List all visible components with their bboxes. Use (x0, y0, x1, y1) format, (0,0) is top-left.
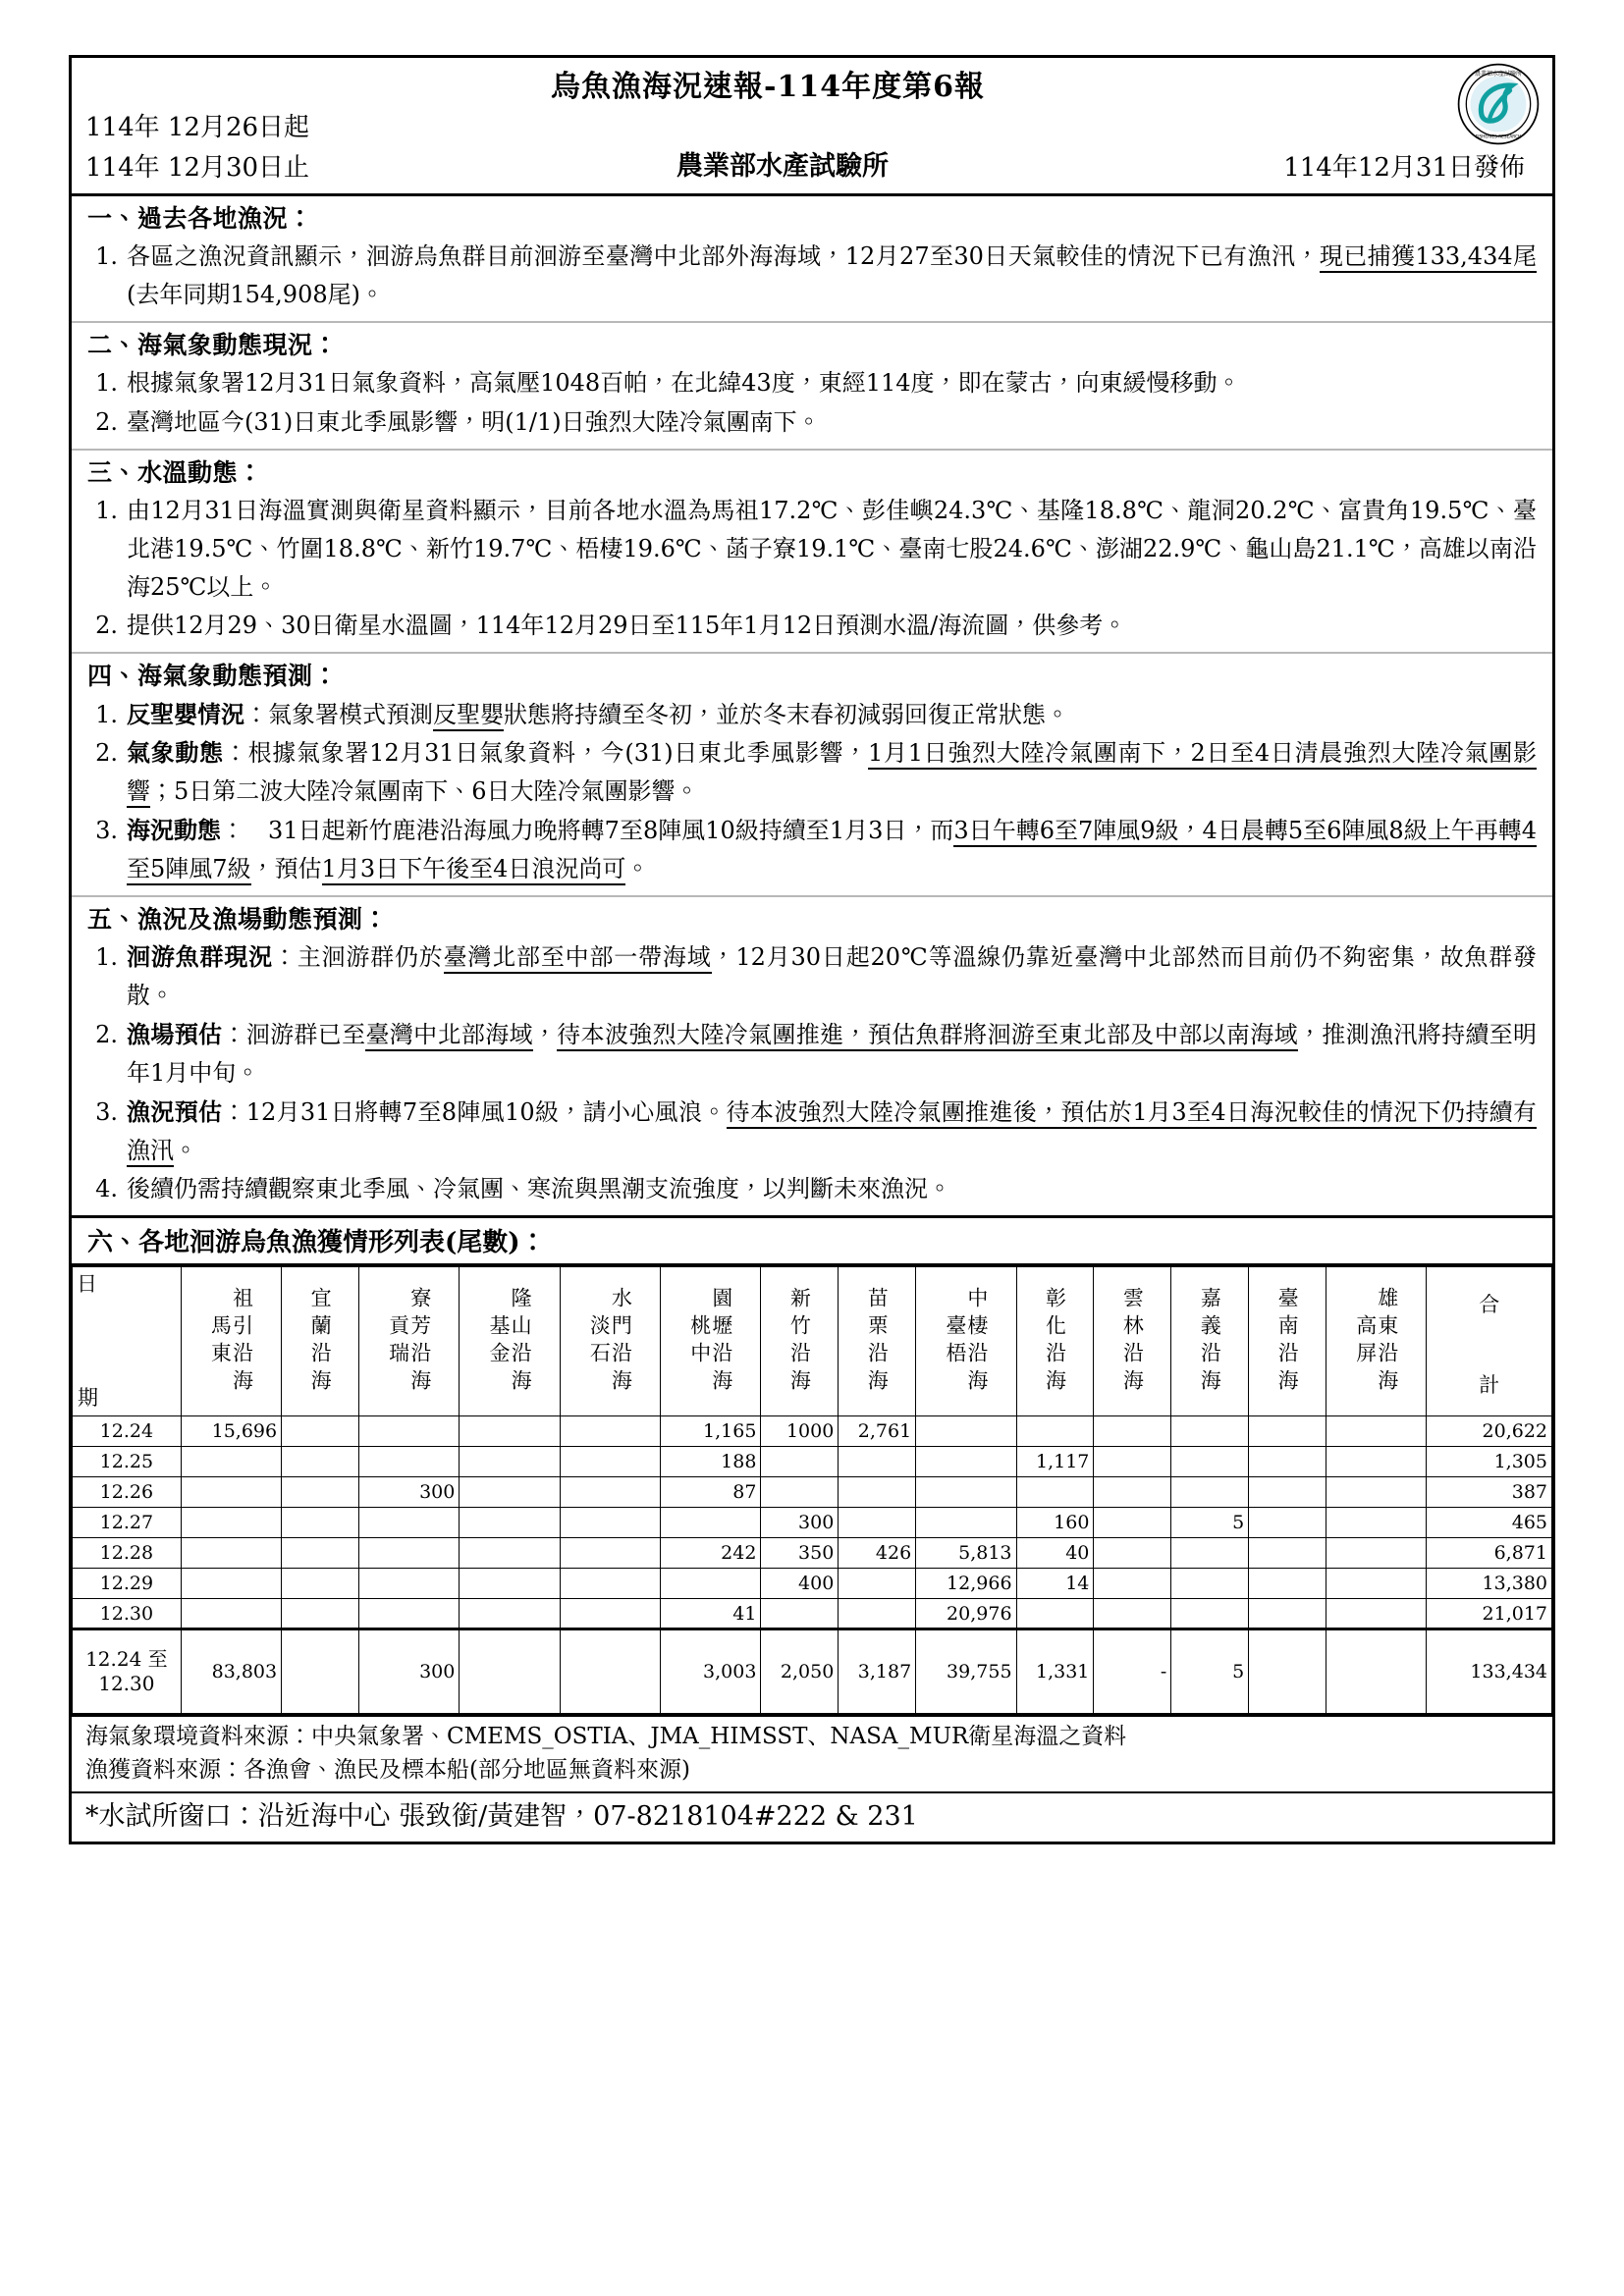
item-number: 1. (95, 368, 118, 397)
catch-cell (358, 1508, 459, 1538)
catch-cell (1171, 1569, 1249, 1599)
catch-cell (460, 1538, 560, 1569)
catch-cell (1326, 1569, 1427, 1599)
catch-cell: 40 (1016, 1538, 1094, 1569)
issue-date: 114年12月31日發佈 (1283, 152, 1525, 183)
catch-cell (1249, 1569, 1326, 1599)
catch-cell (560, 1416, 660, 1447)
catch-cell: 1,117 (1016, 1447, 1094, 1477)
catch-cell: 300 (761, 1508, 839, 1538)
summary-cell: 83,803 (181, 1629, 281, 1714)
catch-cell (1249, 1538, 1326, 1569)
catch-cell: 350 (761, 1538, 839, 1569)
summary-cell: - (1094, 1629, 1171, 1714)
catch-table-header-row (73, 1267, 1552, 1416)
catch-cell (1249, 1477, 1326, 1508)
section-title: 四、海氣象動態預測： (87, 662, 339, 691)
catch-cell: 15,696 (181, 1416, 281, 1447)
catch-cell: 188 (661, 1447, 761, 1477)
catch-cell (460, 1569, 560, 1599)
item-number: 3. (95, 1097, 118, 1126)
section-item (87, 1170, 1537, 1208)
catch-cell (1094, 1599, 1171, 1629)
catch-cell (839, 1599, 916, 1629)
catch-cell: 1,165 (661, 1416, 761, 1447)
table-row (73, 1477, 1552, 1508)
catch-cell: 1000 (761, 1416, 839, 1447)
summary-cell (460, 1629, 560, 1714)
row-date: 12.30 (73, 1599, 182, 1629)
catch-cell: 12,966 (916, 1569, 1016, 1599)
catch-cell: 14 (1016, 1569, 1094, 1599)
item-text: 海況動態： 31日起新竹鹿港沿海風力晚將轉7至8陣風10級持續至1月3日，而3日午轉6至7陣風9級，4日晨轉5至6陣風8級上午再轉4至5陣風7級，預估1月3日下午後至4日浪況尚可。 (127, 812, 1537, 888)
row-total: 387 (1427, 1477, 1552, 1508)
item-text: 各區之漁況資訊顯示，洄游烏魚群目前洄游至臺灣中北部外海海域，12月27至30日天氣較佳的情況下已有漁汛，現已捕獲133,434尾(去年同期154,908尾)。 (127, 241, 1537, 308)
fisheries-research-institute-seal-icon (1456, 62, 1541, 146)
row-total: 13,380 (1427, 1569, 1552, 1599)
item-text: 洄游魚群現況：主洄游群仍於臺灣北部至中部一帶海域，12月30日起20℃等溫線仍靠近臺灣中北部然而目前仍不夠密集，故魚群發散。 (127, 942, 1538, 1009)
catch-cell (560, 1569, 660, 1599)
catch-cell (916, 1508, 1016, 1538)
summary-cell: 3,187 (839, 1629, 916, 1714)
table-row (73, 1569, 1552, 1599)
column-header-10: 彰化沿海 (1016, 1267, 1094, 1416)
item-number: 1. (95, 241, 118, 270)
summary-date-range: 12.24 至 12.30 (73, 1629, 182, 1714)
summary-cell (1249, 1629, 1326, 1714)
catch-cell: 20,976 (916, 1599, 1016, 1629)
catch-cell: 5,813 (916, 1538, 1016, 1569)
catch-cell (1016, 1599, 1094, 1629)
report-frame (69, 55, 1555, 1844)
item-number: 3. (95, 817, 118, 845)
section-title: 二、海氣象動態現況： (87, 330, 339, 359)
section-item (87, 734, 1537, 811)
summary-cell (1326, 1629, 1427, 1714)
column-header-1: 馬東 祖引沿海 (181, 1267, 281, 1416)
summary-cell: 300 (358, 1629, 459, 1714)
page-title: 烏魚漁海況速報-114年度第6報 (551, 70, 985, 104)
catch-cell (1326, 1477, 1427, 1508)
row-total: 465 (1427, 1508, 1552, 1538)
item-text: 根據氣象署12月31日氣象資料，高氣壓1048百帕，在北緯43度，東經114度，即在蒙古，向東緩慢移動。 (127, 368, 1241, 397)
catch-cell (358, 1538, 459, 1569)
catch-table (72, 1266, 1552, 1714)
summary-cell: 39,755 (916, 1629, 1016, 1714)
catch-cell (181, 1599, 281, 1629)
catch-cell (1094, 1477, 1171, 1508)
catch-cell (460, 1508, 560, 1538)
catch-cell (839, 1508, 916, 1538)
row-date: 12.25 (73, 1447, 182, 1477)
contact-line: *水試所窗口：沿近海中心 張致銜/黃建智，07-8218104#222 & 231 (72, 1791, 1552, 1842)
item-number: 2. (95, 739, 118, 768)
catch-cell (181, 1538, 281, 1569)
catch-cell (560, 1447, 660, 1477)
catch-cell (460, 1477, 560, 1508)
header-row-period-end (85, 147, 1539, 187)
catch-cell: 242 (661, 1538, 761, 1569)
column-header-4: 基金 隆山沿海 (460, 1267, 560, 1416)
report-header (72, 58, 1552, 196)
section-1 (72, 196, 1552, 323)
section-item (87, 1016, 1537, 1093)
source-notes (72, 1714, 1552, 1791)
catch-cell (560, 1599, 660, 1629)
item-number: 2. (95, 612, 118, 640)
item-text: 漁況預估：12月31日將轉7至8陣風10級，請小心風浪。待本波強烈大陸冷氣團推進後，預估於1月3至4日海況較佳的情況下仍持續有漁汛。 (127, 1094, 1537, 1170)
item-text: 後續仍需持續觀察東北季風、冷氣團、寒流與黑潮支流強度，以判斷未來漁況。 (127, 1175, 951, 1203)
catch-cell (661, 1508, 761, 1538)
catch-cell (282, 1599, 359, 1629)
section-item (87, 607, 1537, 645)
item-text: 氣象動態：根據氣象署12月31日氣象資料，今(31)日東北季風影響，1月1日強烈大陸冷氣團南下，2日至4日清晨強烈大陸冷氣團影響；5日第二波大陸冷氣團南下、6日大陸冷氣團影響。 (127, 734, 1537, 811)
row-date: 12.27 (73, 1508, 182, 1538)
section-4 (72, 654, 1552, 897)
catch-cell (460, 1599, 560, 1629)
catch-cell (1171, 1477, 1249, 1508)
catch-cell (1326, 1416, 1427, 1447)
catch-cell (1171, 1447, 1249, 1477)
item-number: 1. (95, 700, 118, 728)
section-item (87, 938, 1537, 1015)
summary-cell (282, 1629, 359, 1714)
section-3 (72, 451, 1552, 655)
catch-cell (1249, 1447, 1326, 1477)
catch-cell (916, 1477, 1016, 1508)
catch-cell (560, 1508, 660, 1538)
catch-cell: 41 (661, 1599, 761, 1629)
summary-cell: 5 (1171, 1629, 1249, 1714)
svg-text:農業部水產試驗所: 農業部水產試驗所 (1474, 70, 1523, 78)
catch-cell (1249, 1416, 1326, 1447)
table-row (73, 1599, 1552, 1629)
catch-cell (661, 1569, 761, 1599)
item-text: 漁場預估：洄游群已至臺灣中北部海域，待本波強烈大陸冷氣團推進，預估魚群將洄游至東北部及中部以南海域，推測漁汛將持續至明年1月中旬。 (127, 1019, 1538, 1087)
section-item (87, 492, 1537, 607)
agency-name: 農業部水產試驗所 (677, 151, 889, 182)
note-environment-source: 海氣象環境資料來源：中央氣象署、CMEMS_OSTIA、JMA_HIMSST、NASA_MUR衛星海溫之資料 (85, 1724, 1127, 1750)
catch-cell (282, 1447, 359, 1477)
column-header-2: 宜蘭沿海 (282, 1267, 359, 1416)
item-number: 2. (95, 407, 118, 436)
column-header-14: 高屏 雄東沿海 (1326, 1267, 1427, 1416)
catch-cell (460, 1416, 560, 1447)
catch-cell (1326, 1508, 1427, 1538)
catch-cell (761, 1477, 839, 1508)
catch-cell (916, 1416, 1016, 1447)
item-text: 由12月31日海溫實測與衛星資料顯示，目前各地水溫為馬祖17.2℃、彭佳嶼24.3℃、基隆18.8℃、龍洞20.2℃、富貴角19.5℃、臺北港19.5℃、竹圍18.8℃、新竹19.7℃、梧棲19.6℃、菡子寮19.1℃、臺南七股24.6℃、澎湖22.9℃、龜山島21.1℃，高雄以南沿海25℃以上。 (127, 496, 1537, 601)
catch-cell (358, 1416, 459, 1447)
section-item (87, 1094, 1537, 1170)
period-end: 114年 12月30日止 (85, 152, 310, 183)
catch-cell: 400 (761, 1569, 839, 1599)
item-number: 1. (95, 496, 118, 524)
catch-cell (1249, 1508, 1326, 1538)
catch-cell (839, 1569, 916, 1599)
section-5 (72, 897, 1552, 1215)
item-text: 臺灣地區今(31)日東北季風影響，明(1/1)日強烈大陸冷氣團南下。 (127, 407, 821, 436)
catch-cell (181, 1477, 281, 1508)
catch-cell (282, 1508, 359, 1538)
summary-cell (560, 1629, 660, 1714)
catch-cell (761, 1599, 839, 1629)
catch-cell (1016, 1477, 1094, 1508)
catch-cell (282, 1569, 359, 1599)
catch-cell (282, 1477, 359, 1508)
catch-table-body (73, 1416, 1552, 1714)
catch-cell (1326, 1447, 1427, 1477)
section-item (87, 696, 1537, 734)
column-header-9: 臺梧 中棲沿海 (916, 1267, 1016, 1416)
table-row (73, 1416, 1552, 1447)
section-2 (72, 323, 1552, 451)
column-header-12: 嘉義沿海 (1171, 1267, 1249, 1416)
item-number: 2. (95, 1020, 118, 1048)
item-number: 4. (95, 1175, 118, 1203)
row-total: 21,017 (1427, 1599, 1552, 1629)
catch-cell (282, 1416, 359, 1447)
summary-cell: 1,331 (1016, 1629, 1094, 1714)
section-item (87, 364, 1537, 402)
catch-cell (181, 1508, 281, 1538)
catch-cell (761, 1447, 839, 1477)
catch-cell (358, 1569, 459, 1599)
row-date: 12.29 (73, 1569, 182, 1599)
row-date: 12.26 (73, 1477, 182, 1508)
catch-cell (1326, 1599, 1427, 1629)
catch-cell (1016, 1416, 1094, 1447)
catch-cell (1171, 1538, 1249, 1569)
section-item (87, 812, 1537, 888)
item-number: 1. (95, 943, 118, 972)
column-header-8: 苗栗沿海 (839, 1267, 916, 1416)
table-row (73, 1508, 1552, 1538)
summary-cell: 2,050 (761, 1629, 839, 1714)
report-sections (72, 196, 1552, 1216)
table-row (73, 1538, 1552, 1569)
catch-table-title: 六、各地洄游烏魚漁獲情形列表(尾數)： (72, 1215, 1552, 1266)
row-date: 12.28 (73, 1538, 182, 1569)
catch-cell (916, 1447, 1016, 1477)
catch-cell: 87 (661, 1477, 761, 1508)
catch-cell (1249, 1599, 1326, 1629)
svg-text:FISHERIES RESEARCH: FISHERIES RESEARCH (1475, 134, 1522, 140)
column-header-7: 新竹沿海 (761, 1267, 839, 1416)
catch-cell (1094, 1508, 1171, 1538)
catch-cell (1171, 1416, 1249, 1447)
column-header-5: 淡石 水門沿海 (560, 1267, 660, 1416)
catch-cell: 426 (839, 1538, 916, 1569)
catch-cell: 160 (1016, 1508, 1094, 1538)
row-total: 20,622 (1427, 1416, 1552, 1447)
header-row-period-start (85, 108, 1539, 148)
column-header-date: 日 期 (73, 1267, 182, 1416)
catch-cell (1326, 1538, 1427, 1569)
row-date: 12.24 (73, 1416, 182, 1447)
section-title: 五、漁況及漁場動態預測： (87, 904, 389, 934)
catch-cell (1094, 1538, 1171, 1569)
period-start: 114年 12月26日起 (85, 113, 310, 142)
table-row (73, 1447, 1552, 1477)
column-header-13: 臺南沿海 (1249, 1267, 1326, 1416)
section-item (87, 238, 1537, 314)
column-header-11: 雲林沿海 (1094, 1267, 1171, 1416)
catch-cell (181, 1447, 281, 1477)
catch-cell (460, 1447, 560, 1477)
catch-cell (358, 1599, 459, 1629)
column-header-3: 貢瑞 寮芳沿海 (358, 1267, 459, 1416)
catch-cell (1094, 1447, 1171, 1477)
catch-cell (839, 1477, 916, 1508)
catch-cell: 2,761 (839, 1416, 916, 1447)
column-header-6: 桃中 園壢沿海 (661, 1267, 761, 1416)
section-title: 一、過去各地漁況： (87, 203, 313, 233)
catch-cell (839, 1447, 916, 1477)
catch-cell (560, 1477, 660, 1508)
row-total: 6,871 (1427, 1538, 1552, 1569)
row-total: 1,305 (1427, 1447, 1552, 1477)
summary-cell: 3,003 (661, 1629, 761, 1714)
note-catch-source: 漁獲資料來源：各漁會、漁民及標本船(部分地區無資料來源) (85, 1756, 690, 1783)
section-item (87, 403, 1537, 442)
catch-cell (282, 1538, 359, 1569)
catch-cell (560, 1538, 660, 1569)
catch-cell (1171, 1599, 1249, 1629)
item-text: 反聖嬰情況：氣象署模式預測反聖嬰狀態將持續至冬初，並於冬末春初減弱回復正常狀態。 (127, 696, 1537, 734)
grand-total: 133,434 (1427, 1629, 1552, 1714)
catch-cell (1094, 1416, 1171, 1447)
section-title: 三、水溫動態： (87, 457, 263, 487)
column-header-total: 合 計 (1427, 1267, 1552, 1416)
catch-cell (1094, 1569, 1171, 1599)
catch-cell: 5 (1171, 1508, 1249, 1538)
table-summary-row (73, 1629, 1552, 1714)
catch-cell (358, 1447, 459, 1477)
catch-cell (181, 1569, 281, 1599)
item-text: 提供12月29、30日衛星水溫圖，114年12月29日至115年1月12日預測水溫/海流圖，供參考。 (127, 612, 1127, 640)
catch-cell: 300 (358, 1477, 459, 1508)
